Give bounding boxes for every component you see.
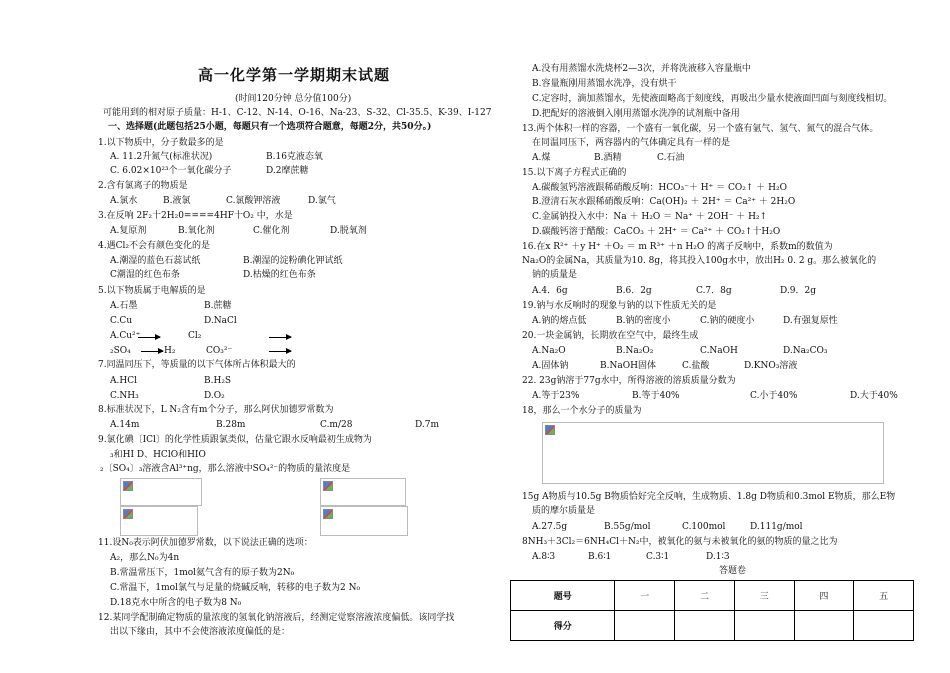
question-1: 1.以下物质中，分子数最多的是 xyxy=(98,138,224,148)
page-title: 高一化学第一学期期末试题 xyxy=(198,66,391,84)
q7-option-a: A.HCl xyxy=(110,376,137,386)
score-table xyxy=(510,580,914,641)
score-cell-3[interactable] xyxy=(734,611,794,641)
score-table-score-row xyxy=(511,611,914,641)
q22-option-a: A.等于23% xyxy=(532,391,580,401)
broken-image-icon xyxy=(123,509,133,519)
question-18: 18，那么一个水分子的质量为 xyxy=(522,406,642,416)
q8-option-d: D.7m xyxy=(415,420,440,430)
question-20: 20.一块金属钠，长期放在空气中，最终生成 xyxy=(522,331,699,341)
broken-image-icon xyxy=(545,425,555,435)
question-12: 12.某同学配制确定物质的量浓度的氢氧化钠溶液后，经测定觉察溶液浓度偏低。该同学找 xyxy=(98,613,455,623)
exam-subtitle: (时间120分钟 总分值100分) xyxy=(235,94,352,104)
q13-option-b: B.酒精 xyxy=(594,153,622,163)
question-22: 22. 23g钠溶于77g水中，所得溶液的溶质质量分数为 xyxy=(522,376,736,386)
q18-options-image xyxy=(542,422,884,484)
question-13-cont: 在同温同压下，两容器内的气体确定具有一样的是 xyxy=(532,138,731,148)
q20-option-a: A.Na₂O xyxy=(532,346,566,356)
question-4: 4.遇Cl₂不会有颜色变化的是 xyxy=(98,241,210,251)
q22-option-c: C.小于40% xyxy=(750,391,798,401)
q7-option-d: D.O₂ xyxy=(204,391,225,401)
q3-option-c: C.催化剂 xyxy=(253,226,290,236)
q12-option-c: C.定容时，滴加蒸馏水，先使液面略高于刻度线，再吸出少量水使液面凹面与刻度线相切。 xyxy=(532,94,893,104)
q10-option-image-b xyxy=(320,478,406,506)
q12-option-b: B.容量瓶刚用蒸馏水洗净，没有烘干 xyxy=(532,79,677,89)
q23-option-b: B.55g/mol xyxy=(604,522,651,532)
q23-option-d: D.111g/mol xyxy=(750,522,803,532)
header-section-2: 二 xyxy=(675,581,735,611)
question-7: 7.同温同压下，等质量的以下气体所占体积最大的 xyxy=(98,360,296,370)
question-9: 9.氯化碘〔ICl〕的化学性质跟氯类似，估量它跟水反响最初生成物为 xyxy=(98,435,372,445)
score-cell-5[interactable] xyxy=(854,611,914,641)
q8-option-a: A.14m xyxy=(110,420,140,430)
q11-option-b: B.常温常压下，1mol氦气含有的原子数为2N₀ xyxy=(110,568,295,578)
q20-option-b: B.Na₂O₂ xyxy=(616,346,654,356)
broken-image-icon xyxy=(323,481,333,491)
question-23: 15g A物质与10.5g B物质恰好完全反响，生成物质、1.8g D物质和0.3mol E物质，那么E物 xyxy=(522,492,896,502)
q21-option-c: C.盐酸 xyxy=(682,361,710,371)
q6-fragment-4: H₂ xyxy=(164,346,176,356)
q7-option-c: C.NH₃ xyxy=(110,391,139,401)
header-section-4: 四 xyxy=(794,581,854,611)
q24-option-d: D.1∶3 xyxy=(706,552,730,562)
broken-image-icon xyxy=(323,509,333,519)
q6-fragment-2: Cl₂ xyxy=(188,331,202,341)
header-section-3: 三 xyxy=(734,581,794,611)
question-17-cont: 钠的质量是 xyxy=(532,270,578,280)
header-question-number: 题号 xyxy=(511,581,615,611)
q20-option-c: C.NaOH xyxy=(700,346,738,356)
q2-option-c: C.氯酸钾溶液 xyxy=(226,196,281,206)
q6-arrow-4 xyxy=(269,351,291,352)
question-24: 8NH₃＋3Cl₂＝6NH₄Cl＋N₂中，被氧化的氨与未被氧化的氨的物质的量之比为 xyxy=(522,537,838,547)
q4-option-d: D.枯燥的红色布条 xyxy=(243,270,316,280)
q5-option-d: D.NaCl xyxy=(204,316,237,326)
q20-option-d: D.Na₂CO₃ xyxy=(783,346,828,356)
q2-option-d: D.氯气 xyxy=(308,196,336,206)
q3-option-a: A.复原剂 xyxy=(110,226,147,236)
q11-option-d: D.18克水中所含的电子数为8 N₀ xyxy=(110,598,242,608)
q2-option-a: A.氯水 xyxy=(110,196,138,206)
q17-option-a: A.4．6g xyxy=(532,286,568,296)
q8-option-c: C.m/28 xyxy=(320,420,353,430)
question-17: Na₂O的金属Na，其质量为10. 8g，将其投入100g水中，放出H₂ 0. 2 g。那么被氧化的 xyxy=(522,256,877,266)
q9-options: ₃和HI D、HClO和HIO xyxy=(110,450,206,460)
q24-option-c: C.3∶1 xyxy=(646,552,670,562)
q10-option-image-d xyxy=(320,506,408,536)
q23-option-a: A.27.5g xyxy=(532,522,568,532)
q1-option-b: B.16克液态氧 xyxy=(266,152,323,162)
question-13: 13.两个体积一样的容器，一个盛有一氧化碳，另一个盛有氩气、氢气、氮气的混合气体。 xyxy=(522,124,879,134)
q4-option-c: C潮湿的红色布条 xyxy=(110,270,180,280)
q17-option-c: C.7．8g xyxy=(696,286,732,296)
section-1-heading: 一、选择题(此题包括25小题，每题只有一个选项符合题意，每题2分，共50分。) xyxy=(108,122,432,132)
q15-option-d: D.碳酸钙溶于醋酸：CaCO₃ ＋ 2H⁺ ＝ Ca²⁺ ＋ CO₂↑十H₂O xyxy=(532,227,781,237)
q4-option-b: B.潮湿的淀粉碘化钾试纸 xyxy=(243,256,343,266)
q17-option-d: D.9．2g xyxy=(780,286,816,296)
q6-fragment-1: A.Cu²⁺ xyxy=(110,331,141,341)
q17-option-b: B.6．2g xyxy=(616,286,652,296)
q19-option-d: D.有强复原性 xyxy=(783,316,838,326)
broken-image-icon xyxy=(123,481,133,491)
q12-option-d: D.把配好的溶液倒入刚用蒸馏水洗净的试剂瓶中备用 xyxy=(532,109,740,119)
q8-option-b: B.28m xyxy=(216,420,246,430)
q5-option-c: C.Cu xyxy=(110,316,133,326)
q3-option-d: D.脱氧剂 xyxy=(330,226,367,236)
question-12-cont: 出以下缘由，其中不会使溶液浓度偏低的是： xyxy=(110,627,291,637)
question-10: ₂〔SO₄〕₃溶液含Al³⁺ng，那么溶液中SO₄²⁻的物质的量浓度是 xyxy=(100,464,351,474)
q12-option-a: A.没有用蒸馏水洗烧杯2—3次，并将洗液移入容量瓶中 xyxy=(532,64,751,74)
q21-option-d: D.KNO₃溶液 xyxy=(744,361,798,371)
q2-option-b: B.液氯 xyxy=(163,196,191,206)
q1-option-a: A. 11.2升氮气(标准状况) xyxy=(110,152,213,162)
question-23-cont: 质的摩尔质量是 xyxy=(532,506,596,516)
question-5: 5.以下物质属于电解质的是 xyxy=(98,286,206,296)
q19-option-b: B.钠的密度小 xyxy=(616,316,671,326)
q6-fragment-3: ₂SO₄ xyxy=(110,346,131,356)
q22-option-d: D.大于40% xyxy=(850,391,898,401)
q19-option-c: C.钠的硬度小 xyxy=(700,316,755,326)
header-section-5: 五 xyxy=(854,581,914,611)
atomic-mass-line: 可能用到的相对原子质量：H-1、C-12、N-14、O-16、Na-23、S-32、Cl-35.5、K-39、I-127 xyxy=(103,108,492,118)
question-11: 11.设N₀表示阿伏加德罗常数，以下说法正确的选项： xyxy=(98,538,313,548)
q23-option-c: C.100mol xyxy=(682,522,726,532)
header-section-1: 一 xyxy=(615,581,675,611)
q6-arrow-3 xyxy=(141,351,163,352)
question-19: 19.钠与水反响时的现象与钠的以下性质无关的是 xyxy=(522,301,717,311)
q15-option-c: C.金属钠投入水中：Na ＋ H₂O ＝ Na⁺ ＋ 2OH⁻ ＋ H₂↑ xyxy=(532,212,768,222)
q6-fragment-5: CO₃²⁻ xyxy=(206,346,233,356)
q10-option-image-a xyxy=(120,478,202,506)
q24-option-a: A.8∶3 xyxy=(532,552,556,562)
score-table-header-row xyxy=(511,581,914,611)
q1-option-d: D.2摩蔗糖 xyxy=(266,166,309,176)
q5-option-a: A.石墨 xyxy=(110,301,138,311)
q13-option-a: A.煤 xyxy=(532,153,551,163)
q11-option-c: C.常温下，1mol氯气与足量的烧碱反响，转移的电子数为2 N₀ xyxy=(110,583,361,593)
q24-option-b: B.6∶1 xyxy=(588,552,612,562)
q11-option-a: A₂，那么N₀为4n xyxy=(110,553,180,563)
score-cell-2[interactable] xyxy=(675,611,735,641)
question-8: 8.标准状况下，L N₂含有m个分子，那么阿伏加德罗常数为 xyxy=(98,405,334,415)
q1-option-c: C. 6.02×10²³个一氧化碳分子 xyxy=(110,166,232,176)
score-label: 得分 xyxy=(511,611,615,641)
score-cell-4[interactable] xyxy=(794,611,854,641)
question-2: 2.含有氯离子的物质是 xyxy=(98,181,188,191)
q5-option-b: B.蔗糖 xyxy=(204,301,232,311)
q21-option-b: B.NaOH固体 xyxy=(600,361,656,371)
q19-option-a: A.钠的熔点低 xyxy=(532,316,587,326)
question-15: 15.以下离子方程式正确的 xyxy=(522,168,627,178)
q15-option-b: B.澄清石灰水跟稀硝酸反响：Ca(OH)₂ ＋ 2H⁺ ＝ Ca²⁺ ＋ 2H₂O xyxy=(532,197,796,207)
answer-sheet-title: 答题卷 xyxy=(719,566,747,576)
q10-option-image-c xyxy=(120,506,198,536)
q6-arrow-2 xyxy=(269,337,291,338)
q21-option-a: A.固体钠 xyxy=(532,361,569,371)
question-3: 3.在反响 2F₂十2H₂0====4HF十O₂ 中，水是 xyxy=(98,211,293,221)
q13-option-c: C.石油 xyxy=(657,153,685,163)
question-16: 16.在x R²⁺ ＋y H⁺ ＋O₂ ＝ m R³⁺ ＋n H₂O 的离子反响中，系数m的数值为 xyxy=(522,242,833,252)
q15-option-a: A.碳酸氢钙溶液跟稀硝酸反响：HCO₃⁻＋ H⁺ ＝ CO₂↑ ＋ H₂O xyxy=(532,183,787,193)
q3-option-b: B.氧化剂 xyxy=(178,226,215,236)
q22-option-b: B.等于40% xyxy=(632,391,680,401)
q7-option-b: B.H₂S xyxy=(204,376,232,386)
q6-arrow-1 xyxy=(138,337,160,338)
q4-option-a: A.潮湿的蓝色石蕊试纸 xyxy=(110,256,201,266)
score-cell-1[interactable] xyxy=(615,611,675,641)
